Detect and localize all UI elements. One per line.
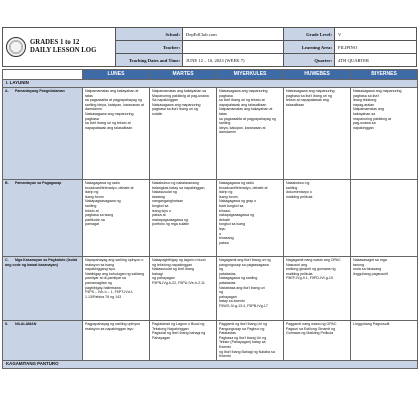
cell-line: batay sa kwento — [219, 299, 245, 304]
cell-line: pagbibigay-halimbawa. — [85, 285, 122, 290]
cell — [217, 257, 284, 321]
deped-seal-icon — [6, 37, 26, 57]
cell-line: Mapanuring pakikinig at pag-unawa — [152, 93, 209, 98]
cell-line: reaksyon sa napakinggan isyu — [85, 326, 134, 331]
cell-line: Pagbasa ng Iba't ibang Uri ng — [219, 335, 267, 340]
cell-line: Kwento — [219, 354, 231, 359]
cell-line: broadcast/teleradyo, debate at — [85, 185, 134, 190]
lesson-table — [2, 69, 418, 369]
day-thursday: HUWEBES — [284, 70, 351, 80]
cell-line: Nagagamit nang wasto ang OPAC — [286, 258, 341, 262]
cell — [83, 321, 150, 361]
cell-line: isang forum — [219, 194, 238, 199]
cell-line: isang forum — [85, 194, 104, 199]
cell-line: napag-aralan — [353, 102, 375, 107]
header-title-block — [3, 28, 116, 66]
cell-line: napapalawak ang talasalitaan — [85, 125, 133, 130]
cell-line: tungkol sa — [152, 203, 169, 208]
cell-line: Nakasusulat ng — [152, 190, 177, 195]
cell-line: nakapagsasagawa ng — [219, 213, 254, 218]
cell-line: teksto at — [85, 208, 99, 213]
cell-line: Naipamamalas ang kakayahan at — [219, 107, 273, 112]
cell — [351, 321, 418, 361]
header-info-middle — [116, 28, 283, 66]
cell-line: iskrip ng — [85, 190, 99, 195]
cell-line: paksa — [219, 240, 229, 245]
cell — [284, 180, 351, 257]
section-kagamitang-panturo: KAGAMITANG PANTURO — [3, 360, 418, 368]
cell-line: nanganganghwisan — [152, 199, 184, 204]
cell-line: makapagsasagawa ng — [152, 217, 188, 222]
cell-line: pagbasa — [85, 116, 99, 121]
area-value: FILIPINO — [338, 44, 358, 50]
cell-line: Nakabubuo ng — [286, 181, 310, 185]
cell-line: sariling — [219, 121, 231, 126]
cell-line: Nasusuri ang — [286, 262, 308, 267]
cell-line: Paggamit ng iba't ibang Uri ng — [219, 322, 268, 326]
cell — [83, 88, 150, 180]
table-row — [3, 88, 418, 180]
cell-line: patalastas. — [219, 271, 237, 276]
cell-line: damdamin — [219, 130, 236, 135]
header-info-right — [283, 28, 416, 66]
cell-line: Tekstong Napakinggan — [152, 326, 189, 331]
cell-line: dokumentaryo o — [286, 190, 312, 195]
day-tuesday: MARTES — [150, 70, 217, 80]
cell-line: Pahayagan — [152, 335, 171, 340]
cell-line: Naipamamalas ang kakayahan at — [85, 89, 139, 93]
cell-line: Nababasa ang iba't ibang uri — [219, 285, 265, 290]
row-label: A. Pamantayang Pangnilalaman — [3, 88, 83, 180]
cell-line: Paglalahad ng Lagom o Buod ng — [152, 322, 205, 326]
dates-value: JUNE 12 – 16, 2023 (WEEK 7) — [186, 57, 245, 63]
cell-line: pahayagan — [219, 294, 237, 299]
cell-line: sa iba't ibang uri ng teksto at — [85, 121, 131, 126]
cell — [284, 321, 351, 361]
teacher-label: Teacher: — [116, 41, 183, 53]
cell-line: sa iba't ibang uri ng teksto at — [219, 98, 265, 103]
cell-line: Teksto (Pahayagan) batay sa — [219, 340, 266, 345]
cell-line: Nabibigay ang kahulugan ng salitang — [85, 271, 144, 276]
cell-line: sulatin — [152, 111, 163, 116]
quarter-label: Quarter: — [284, 54, 335, 66]
cell-line: Nakagagawa ng radio — [219, 181, 254, 185]
table-row — [3, 180, 418, 257]
cell-line: patalastas — [219, 280, 236, 285]
cell-line: maikling pelikula — [286, 194, 313, 199]
cell-line: Naipamamalas ang — [353, 107, 384, 112]
table-row — [3, 321, 418, 361]
cell — [150, 321, 217, 361]
cell-line: Paggamit nang wasto ng OPAC — [286, 322, 337, 326]
section-layunin: I. LAYUNIN — [3, 80, 418, 88]
cell-line: pangungusap sa pagsasagawa — [219, 262, 269, 267]
cell-line: mula sa binasang — [353, 267, 382, 272]
cell-line: Nakagagawa ng grap o — [219, 199, 257, 204]
cell-line: F5PN-IVg-h-22, F5PU-IVe-h-2.11 — [152, 280, 205, 285]
cell-line: 1.13/Pahina 76 ng 143 — [85, 294, 122, 299]
cell-line: isyu — [219, 226, 226, 231]
cell-line: tungkol sa isang — [219, 222, 245, 227]
cell-line: mapanuring pakikinig at — [353, 116, 391, 121]
area-label: Learning Area: — [284, 41, 335, 53]
cell-line: Nakagagawa ng radio — [85, 181, 120, 185]
cell-line: sa pagsasalita at pagpapahayag ng — [85, 98, 142, 103]
cell — [150, 257, 217, 321]
cell-line: portfolio ng mga sulatin — [152, 222, 190, 227]
cell — [284, 257, 351, 321]
cell — [217, 321, 284, 361]
cell — [217, 180, 284, 257]
cell-line: Pagpapahayag ng sariling opinyon — [85, 322, 141, 326]
school-label: School: — [116, 28, 183, 40]
cell-line: sariling — [85, 203, 97, 208]
cell-line: iskrip ng — [219, 190, 233, 195]
cell-line: Nakapagsasagawa ng — [85, 199, 121, 204]
cell-line: pagbasa sa isang — [85, 213, 114, 218]
cell-line: Napapahayag ang sariling opinyon o — [85, 258, 144, 262]
cell-line: pagbasa sa iba't ibang uri ng — [152, 107, 198, 112]
cell — [83, 257, 150, 321]
cell-line: kakayahan sa — [353, 111, 376, 116]
dates-label: Teaching Dates and Time: — [116, 54, 183, 66]
cell-line: pamamagitan ng — [85, 280, 112, 285]
cell-line: Naisasagawa ang mapanuring — [85, 111, 134, 116]
cell-line: bahagi — [152, 271, 163, 276]
cell — [83, 180, 150, 257]
cell-line: Lingguhang Pagsusulit — [353, 322, 390, 326]
cell-line: tatas — [219, 111, 227, 116]
cell-line: F5EP-IVg-9.1, F5PD-IVf-g-19 — [286, 276, 333, 281]
cell-line: Nakagagawa ng sariling — [219, 276, 258, 281]
cell-line: Pagsuri sa Estilong Ginamit ng — [286, 326, 336, 331]
title-line-2: DAILY LESSON LOG — [30, 47, 97, 54]
cell-line: napakinggang isyu. — [85, 267, 116, 272]
cell-line: broadcast/teleradyo, debate at — [219, 185, 268, 190]
cell-line: Gumawa ng Maikling Pelikula — [286, 331, 334, 336]
cell-line: Pangungusap sa Pagbuo ng — [219, 326, 265, 331]
dll-header — [2, 27, 417, 67]
cell-line: tanong — [353, 262, 364, 267]
cell-line: maikling pelikula. — [286, 271, 314, 276]
cell-line: ng tekstong napakinggan — [152, 262, 193, 267]
cell-line: reaksyon sa isang — [85, 262, 114, 267]
cell-line: Patalastas — [219, 331, 236, 336]
cell-line: tatas — [85, 93, 93, 98]
cell-line: Nakapagbibigay ng lagom o buod — [152, 258, 206, 262]
cell-line: talatang — [152, 194, 165, 199]
day-header-row — [3, 70, 418, 80]
row-label: C. Mga Kasanayan sa Pagkatuto (Isulat ang code ng bawat kasanayan) — [3, 257, 83, 321]
cell-line: napapalawak ang talasalitaan — [219, 102, 267, 107]
cell-line: Sa napakinggan — [152, 98, 178, 103]
cell-line: pag-unawa sa — [353, 121, 376, 126]
cell-line: Naisasagawa ang mapanuring — [353, 89, 402, 93]
cell-line: F5WG-IV-g-13.4, F5PB-IVg-17 — [219, 303, 268, 308]
cell-line: sa pagsasalita at pagpapahayag ng — [219, 116, 276, 121]
table-row — [3, 257, 418, 321]
teacher-value — [183, 41, 283, 53]
cell-line: Nagagamit ang iba't ibang uri ng — [219, 258, 271, 262]
cell-line: F5PS – IVb-h – 1, F5PT-IVd-f- — [85, 290, 134, 295]
day-wednesday: MIYERKULES — [217, 70, 284, 80]
cell — [284, 88, 351, 180]
title-line-1: GRADES 1 to 12 — [30, 39, 80, 46]
day-friday: BIYERNES — [351, 70, 418, 80]
cell-line: isang isyu o — [152, 208, 171, 213]
grade-value: V — [338, 31, 342, 37]
cell-line: Nakasasagot sa mga — [353, 258, 387, 262]
cell-line: Naisasagawa ang mapanuring — [286, 89, 335, 93]
cell-line: Naipamamalas ang kakayahan sa — [152, 89, 207, 93]
cell-line: ibang tekstong — [353, 98, 377, 103]
cell-line: Pagsulat ng iba't Ibang bahagi ng — [152, 331, 206, 336]
cell-line: pamilyar at di-pamilyar sa — [85, 276, 126, 281]
cell-line: balangkas batay sa napakinggan — [152, 185, 205, 190]
cell-line: ng — [219, 290, 223, 295]
cell-line: Naisasagawa ang mapanuring — [152, 102, 201, 107]
cell-line: napakinggan — [353, 125, 374, 130]
day-monday: LUNES — [83, 70, 150, 80]
cell-line: teksto at napapalawak ang — [286, 98, 329, 103]
cell — [351, 257, 418, 321]
cell-line: binasa, — [219, 208, 231, 213]
cell-line: pagbasa sa iba't — [353, 93, 380, 98]
cell-line: Nakabubuo ng nakalarawang — [152, 181, 199, 185]
cell-line: ideya, kaisipan, karanasan at — [219, 125, 266, 130]
cell — [351, 180, 418, 257]
cell-line: Kwento — [219, 344, 231, 349]
cell-line: lingguhang pagsusulit — [353, 271, 388, 276]
school-value: DepEdClub.com — [186, 31, 217, 37]
cell-line: pagbasa sa iba't ibang uri ng — [286, 93, 332, 98]
cell-line: ng pahayagan — [152, 276, 175, 281]
cell — [351, 88, 418, 180]
row-label: II. NILALAMAN — [3, 321, 83, 361]
cell-line: Naisasagawa ang mapanuring — [219, 89, 268, 93]
cell-line: o — [219, 231, 221, 236]
cell-line: partikular na — [85, 217, 105, 222]
cell-line: debate — [219, 217, 230, 222]
cell — [150, 180, 217, 257]
cell — [217, 88, 284, 180]
cell — [150, 88, 217, 180]
grade-label: Grade Level: — [284, 28, 335, 40]
cell-line: Nakasusulat ng iba't ibang — [152, 267, 195, 272]
cell-line: pagbasa — [219, 93, 233, 98]
cell-line: pamagat — [85, 222, 99, 227]
cell-line: sariling — [286, 185, 298, 190]
cell-line: estilong ginamit ng gumawa ng — [286, 267, 336, 272]
cell-line: ng — [219, 267, 223, 272]
quarter-value: 4TH QUARTER — [338, 57, 369, 63]
cell-line: sariling ideya, kaisipan, karanasan at — [85, 102, 144, 107]
cell-line: talasalitaan — [286, 102, 305, 107]
cell-line: paksa at — [152, 213, 166, 218]
cell-line: ng Iba't ibang Bahagi ng Nalaba sa — [219, 349, 275, 354]
row-label: B. Pamantayan sa Pagaganap — [3, 180, 83, 257]
cell-line: binasang — [219, 236, 234, 241]
cell-line: damdamin. — [85, 107, 103, 112]
cell-line: tsart tungkol sa — [219, 203, 244, 208]
